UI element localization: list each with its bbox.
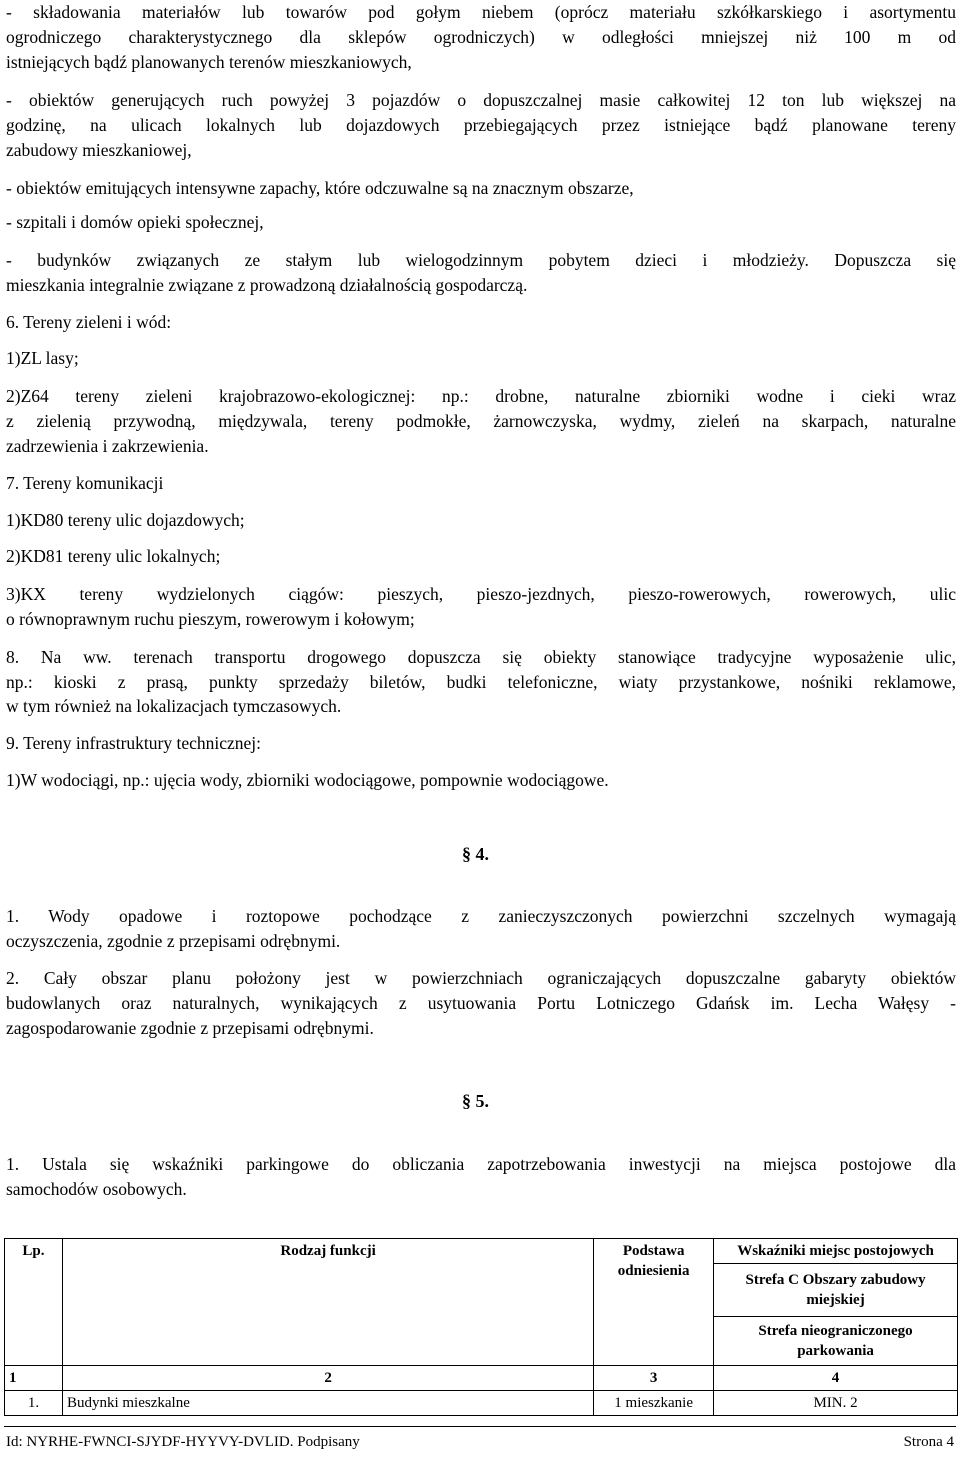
header-strefa-nieograniczonego: Strefa nieograniczonego parkowania bbox=[714, 1317, 958, 1366]
footer-page-number: Strona 4 bbox=[903, 1434, 954, 1450]
column-number: 2 bbox=[62, 1366, 593, 1391]
text-line: - budynków związanych ze stałym lub wielogodzinnym pobytem dzieci i młodzieży. Dopuszcza się bbox=[6, 250, 956, 270]
text-line: np.: kioski z prasą, punkty sprzedaży biletów, budki telefoniczne, wiaty przystankowe, nośniki reklamowe, bbox=[6, 672, 956, 692]
section-5-heading: § 5. bbox=[462, 1091, 489, 1111]
text-line: mieszkania integralnie związane z prowadzoną działalnością gospodarczą. bbox=[6, 275, 528, 295]
text-line: w tym również na lokalizacjach tymczasowych. bbox=[6, 696, 342, 716]
footer-document-id: Id: NYRHE-FWNCI-SJYDF-HYYVY-DVLID. Podpisany bbox=[6, 1434, 360, 1450]
column-number: 4 bbox=[714, 1366, 958, 1391]
text-line: 1. Wody opadowe i roztopowe pochodzące z zanieczyszczonych powierzchni szczelnych wymagają bbox=[6, 906, 956, 926]
text-line: - obiektów emitujących intensywne zapachy, które odczuwalne są na znacznym obszarze, bbox=[6, 178, 634, 198]
text-line: - składowania materiałów lub towarów pod gołym niebem (oprócz materiału szkółkarskiego i asortymentu bbox=[6, 2, 956, 22]
header-strefa-c: Strefa C Obszary zabudowy miejskiej bbox=[714, 1264, 958, 1317]
text-line: 3)KX tereny wydzielonych ciągów: pieszych, pieszo-jezdnych, pieszo-rowerowych, rowerowych, ulic bbox=[6, 584, 956, 604]
text-line: oczyszczenia, zgodnie z przepisami odrębnymi. bbox=[6, 931, 341, 951]
text-line: samochodów osobowych. bbox=[6, 1179, 187, 1199]
text-line: - obiektów generujących ruch powyżej 3 pojazdów o dopuszczalnej masie całkowitej 12 ton lub większej na bbox=[6, 90, 956, 110]
header-lp: Lp. bbox=[5, 1239, 63, 1366]
text-line: istniejących bądź planowanych terenów mieszkaniowych, bbox=[6, 52, 412, 72]
text-line: 1)W wodociągi, np.: ujęcia wody, zbiorniki wodociągowe, pompownie wodociągowe. bbox=[6, 770, 609, 790]
parking-table bbox=[4, 1238, 958, 1416]
text-line: o równoprawnym ruchu pieszym, rowerowym i kołowym; bbox=[6, 609, 415, 629]
text-line: 1)KD80 tereny ulic dojazdowych; bbox=[6, 510, 245, 530]
text-line: budowlanych oraz naturalnych, wynikających z usytuowania Portu Lotniczego Gdańsk im. Lecha Wałęsy - bbox=[6, 993, 956, 1013]
cell-lp: 1. bbox=[5, 1391, 63, 1416]
table-row bbox=[5, 1391, 958, 1416]
text-line: 2. Cały obszar planu położony jest w powierzchniach ograniczających dopuszczalne gabaryty obiektów bbox=[6, 968, 956, 988]
text-line: 1. Ustala się wskaźniki parkingowe do obliczania zapotrzebowania inwestycji na miejsca postojowe dla bbox=[6, 1154, 956, 1174]
text-line: 2)KD81 tereny ulic lokalnych; bbox=[6, 546, 221, 566]
section-4-heading: § 4. bbox=[462, 844, 489, 864]
text-line: - szpitali i domów opieki społecznej, bbox=[6, 212, 264, 232]
cell-podstawa: 1 mieszkanie bbox=[594, 1391, 714, 1416]
column-number: 3 bbox=[594, 1366, 714, 1391]
footer-divider bbox=[4, 1426, 956, 1427]
cell-wartosc: MIN. 2 bbox=[714, 1391, 958, 1416]
header-wskazniki: Wskaźniki miejsc postojowych bbox=[714, 1239, 958, 1264]
header-podstawa: Podstawa odniesienia bbox=[594, 1239, 714, 1366]
section-heading: 9. Tereny infrastruktury technicznej: bbox=[6, 733, 262, 753]
text-line: ogrodniczego charakterystycznego dla sklepów ogrodniczych) w odległości mniejszej niż 100 m od bbox=[6, 27, 956, 47]
text-line: z zielenią przywodną, międzywala, tereny podmokłe, żarnowczyska, wydmy, zieleń na skarpach, naturalne bbox=[6, 411, 956, 431]
section-heading: 6. Tereny zieleni i wód: bbox=[6, 312, 172, 332]
text-line: 8. Na ww. terenach transportu drogowego dopuszcza się obiekty stanowiące tradycyjne wyposażenie ulic, bbox=[6, 647, 956, 667]
text-line: 1)ZL lasy; bbox=[6, 348, 79, 368]
text-line: zadrzewienia i zakrzewienia. bbox=[6, 436, 209, 456]
text-line: zagospodarowanie zgodnie z przepisami odrębnymi. bbox=[6, 1018, 374, 1038]
section-heading: 7. Tereny komunikacji bbox=[6, 473, 164, 493]
column-number: 1 bbox=[5, 1366, 63, 1391]
text-line: 2)Z64 tereny zieleni krajobrazowo-ekologicznej: np.: drobne, naturalne zbiorniki wodne i cieki wraz bbox=[6, 386, 956, 406]
text-line: godzinę, na ulicach lokalnych lub dojazdowych przebiegających przez istniejące bądź planowane tereny bbox=[6, 115, 956, 135]
text-line: zabudowy mieszkaniowej, bbox=[6, 140, 192, 160]
cell-rodzaj: Budynki mieszkalne bbox=[62, 1391, 593, 1416]
header-rodzaj-funkcji: Rodzaj funkcji bbox=[62, 1239, 593, 1366]
